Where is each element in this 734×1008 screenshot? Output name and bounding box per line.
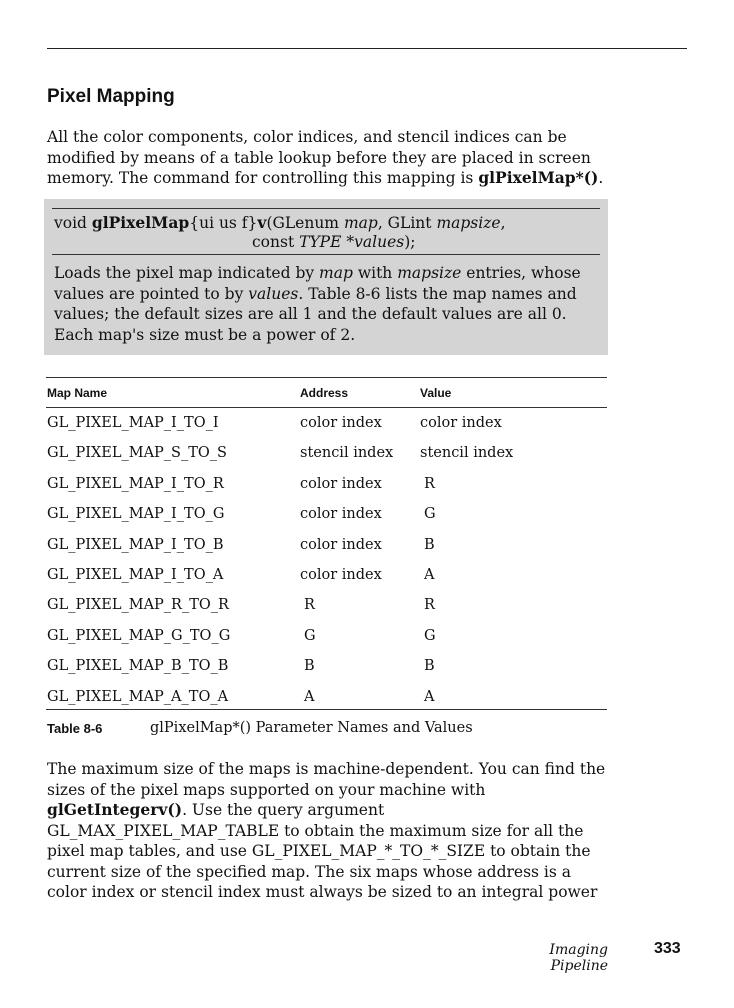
table-row (0, 657, 734, 687)
sig-sep: , GLint (377, 214, 437, 232)
sig-ptr: * (341, 233, 355, 251)
table-cell-address: color index (300, 415, 382, 431)
table-cell-value: stencil index (420, 445, 514, 462)
signature-line-1 (54, 213, 506, 233)
top-rule (47, 48, 687, 49)
table-cell-address: A (304, 688, 315, 705)
function-box-mid-rule (52, 254, 600, 255)
sig-trail-2: ); (404, 233, 416, 251)
desc-mapsize: mapsize (397, 264, 462, 282)
outro-paragraph (47, 759, 612, 903)
intro-end: . (598, 169, 604, 187)
table-cell-map-name: GL_PIXEL_MAP_I_TO_A (47, 567, 224, 583)
sig-param-map: map (343, 214, 378, 232)
outro-text-1: The maximum size of the maps is machine-dependent. You can find the sizes of the pixel maps supported on your machine with (47, 760, 606, 799)
table-row (0, 596, 734, 626)
table-row (0, 475, 734, 505)
table-cell-address: color index (300, 475, 382, 492)
table-row (0, 505, 734, 535)
table-row (0, 536, 734, 566)
table-cell-value: G (424, 506, 436, 523)
table-cell-address: R (304, 597, 315, 614)
sig-params: (GLenum (266, 214, 344, 232)
desc-values: values (248, 284, 299, 303)
page-number: 333 (654, 940, 681, 957)
table-cell-map-name: GL_PIXEL_MAP_S_TO_S (47, 445, 227, 462)
table-header-address: Address (300, 386, 349, 400)
sig-return-type: void (54, 214, 92, 232)
table-header-value: Value (420, 386, 452, 400)
signature-line-2 (252, 232, 415, 252)
table-cell-address: color index (300, 506, 382, 523)
sig-suffix-v: v (257, 213, 267, 232)
table-cell-map-name: GL_PIXEL_MAP_G_TO_G (47, 627, 231, 644)
table-row (0, 414, 734, 444)
sig-function-name: glPixelMap (91, 213, 190, 232)
section-title: Pixel Mapping (47, 86, 175, 107)
table-caption-text: glPixelMap*() Parameter Names and Values (150, 720, 473, 736)
function-box-top-rule (52, 208, 600, 209)
table-cell-value: G (424, 627, 436, 644)
intro-text: All the color components, color indices, and stencil indices can be modified by means of a table lookup before they are placed in screen memory. The command for controlling this mapping is (47, 128, 591, 187)
table-cell-map-name: GL_PIXEL_MAP_I_TO_I (47, 415, 219, 431)
table-cell-value: R (424, 597, 435, 614)
table-header-map-name: Map Name (47, 386, 108, 400)
table-header-rule (46, 407, 607, 408)
outro-text-2: . Use the query argument GL_MAX_PIXEL_MAP_TABLE to obtain the maximum size for all the pixel map tables, and use GL_PIXEL_MAP_*_TO_*_SIZE to obtain the current size of the specified map. The six maps whose address is a color index or stencil index must always be sized to an integral power (47, 801, 598, 901)
desc-map: map (319, 264, 353, 282)
table-row (0, 444, 734, 474)
table-cell-map-name: GL_PIXEL_MAP_A_TO_A (47, 688, 229, 705)
table-cell-address: B (304, 658, 315, 675)
table-caption-label: Table 8-6 (47, 721, 103, 736)
intro-command: glPixelMap*() (478, 168, 599, 187)
table-cell-address: stencil index (300, 445, 394, 462)
table-cell-map-name: GL_PIXEL_MAP_R_TO_R (47, 597, 229, 614)
intro-paragraph (47, 127, 612, 189)
table-cell-map-name: GL_PIXEL_MAP_I_TO_B (47, 536, 224, 553)
table-cell-address: color index (300, 536, 382, 553)
table-cell-value: color index (420, 415, 502, 431)
desc-text-1: Loads the pixel map indicated by (54, 264, 320, 282)
sig-suffix-variants: {ui us f} (189, 214, 258, 232)
sig-type: TYPE (299, 233, 342, 251)
sig-const: const (252, 233, 300, 251)
table-row (0, 688, 734, 718)
desc-text-3: entries, whose values are pointed to by (54, 264, 581, 303)
table-cell-address: G (304, 627, 316, 644)
table-bottom-rule (46, 709, 607, 710)
function-box (44, 199, 608, 355)
table-cell-address: color index (300, 567, 382, 583)
table-cell-map-name: GL_PIXEL_MAP_B_TO_B (47, 658, 229, 675)
sig-trail-1: , (500, 214, 506, 232)
desc-text-2: with (352, 264, 398, 282)
table-cell-map-name: GL_PIXEL_MAP_I_TO_R (47, 475, 224, 492)
desc-text-4: . Table 8-6 lists the map names and values; the default sizes are all 1 and the default values are all 0. Each map's size must be a power of 2. (54, 284, 577, 344)
table-cell-value: R (424, 475, 435, 492)
outro-command: glGetIntegerv() (47, 800, 183, 819)
table-row (0, 566, 734, 596)
table-cell-value: B (424, 658, 435, 675)
footer-section-title: Imaging Pipeline (549, 942, 608, 974)
table-cell-value: A (424, 688, 435, 705)
function-description (54, 263, 602, 345)
sig-param-values: values (354, 233, 405, 251)
sig-param-mapsize: mapsize (436, 214, 501, 232)
table-cell-map-name: GL_PIXEL_MAP_I_TO_G (47, 506, 225, 523)
table-cell-value: B (424, 536, 435, 553)
table-row (0, 627, 734, 657)
table-top-rule (46, 377, 607, 378)
table-cell-value: A (424, 567, 435, 583)
